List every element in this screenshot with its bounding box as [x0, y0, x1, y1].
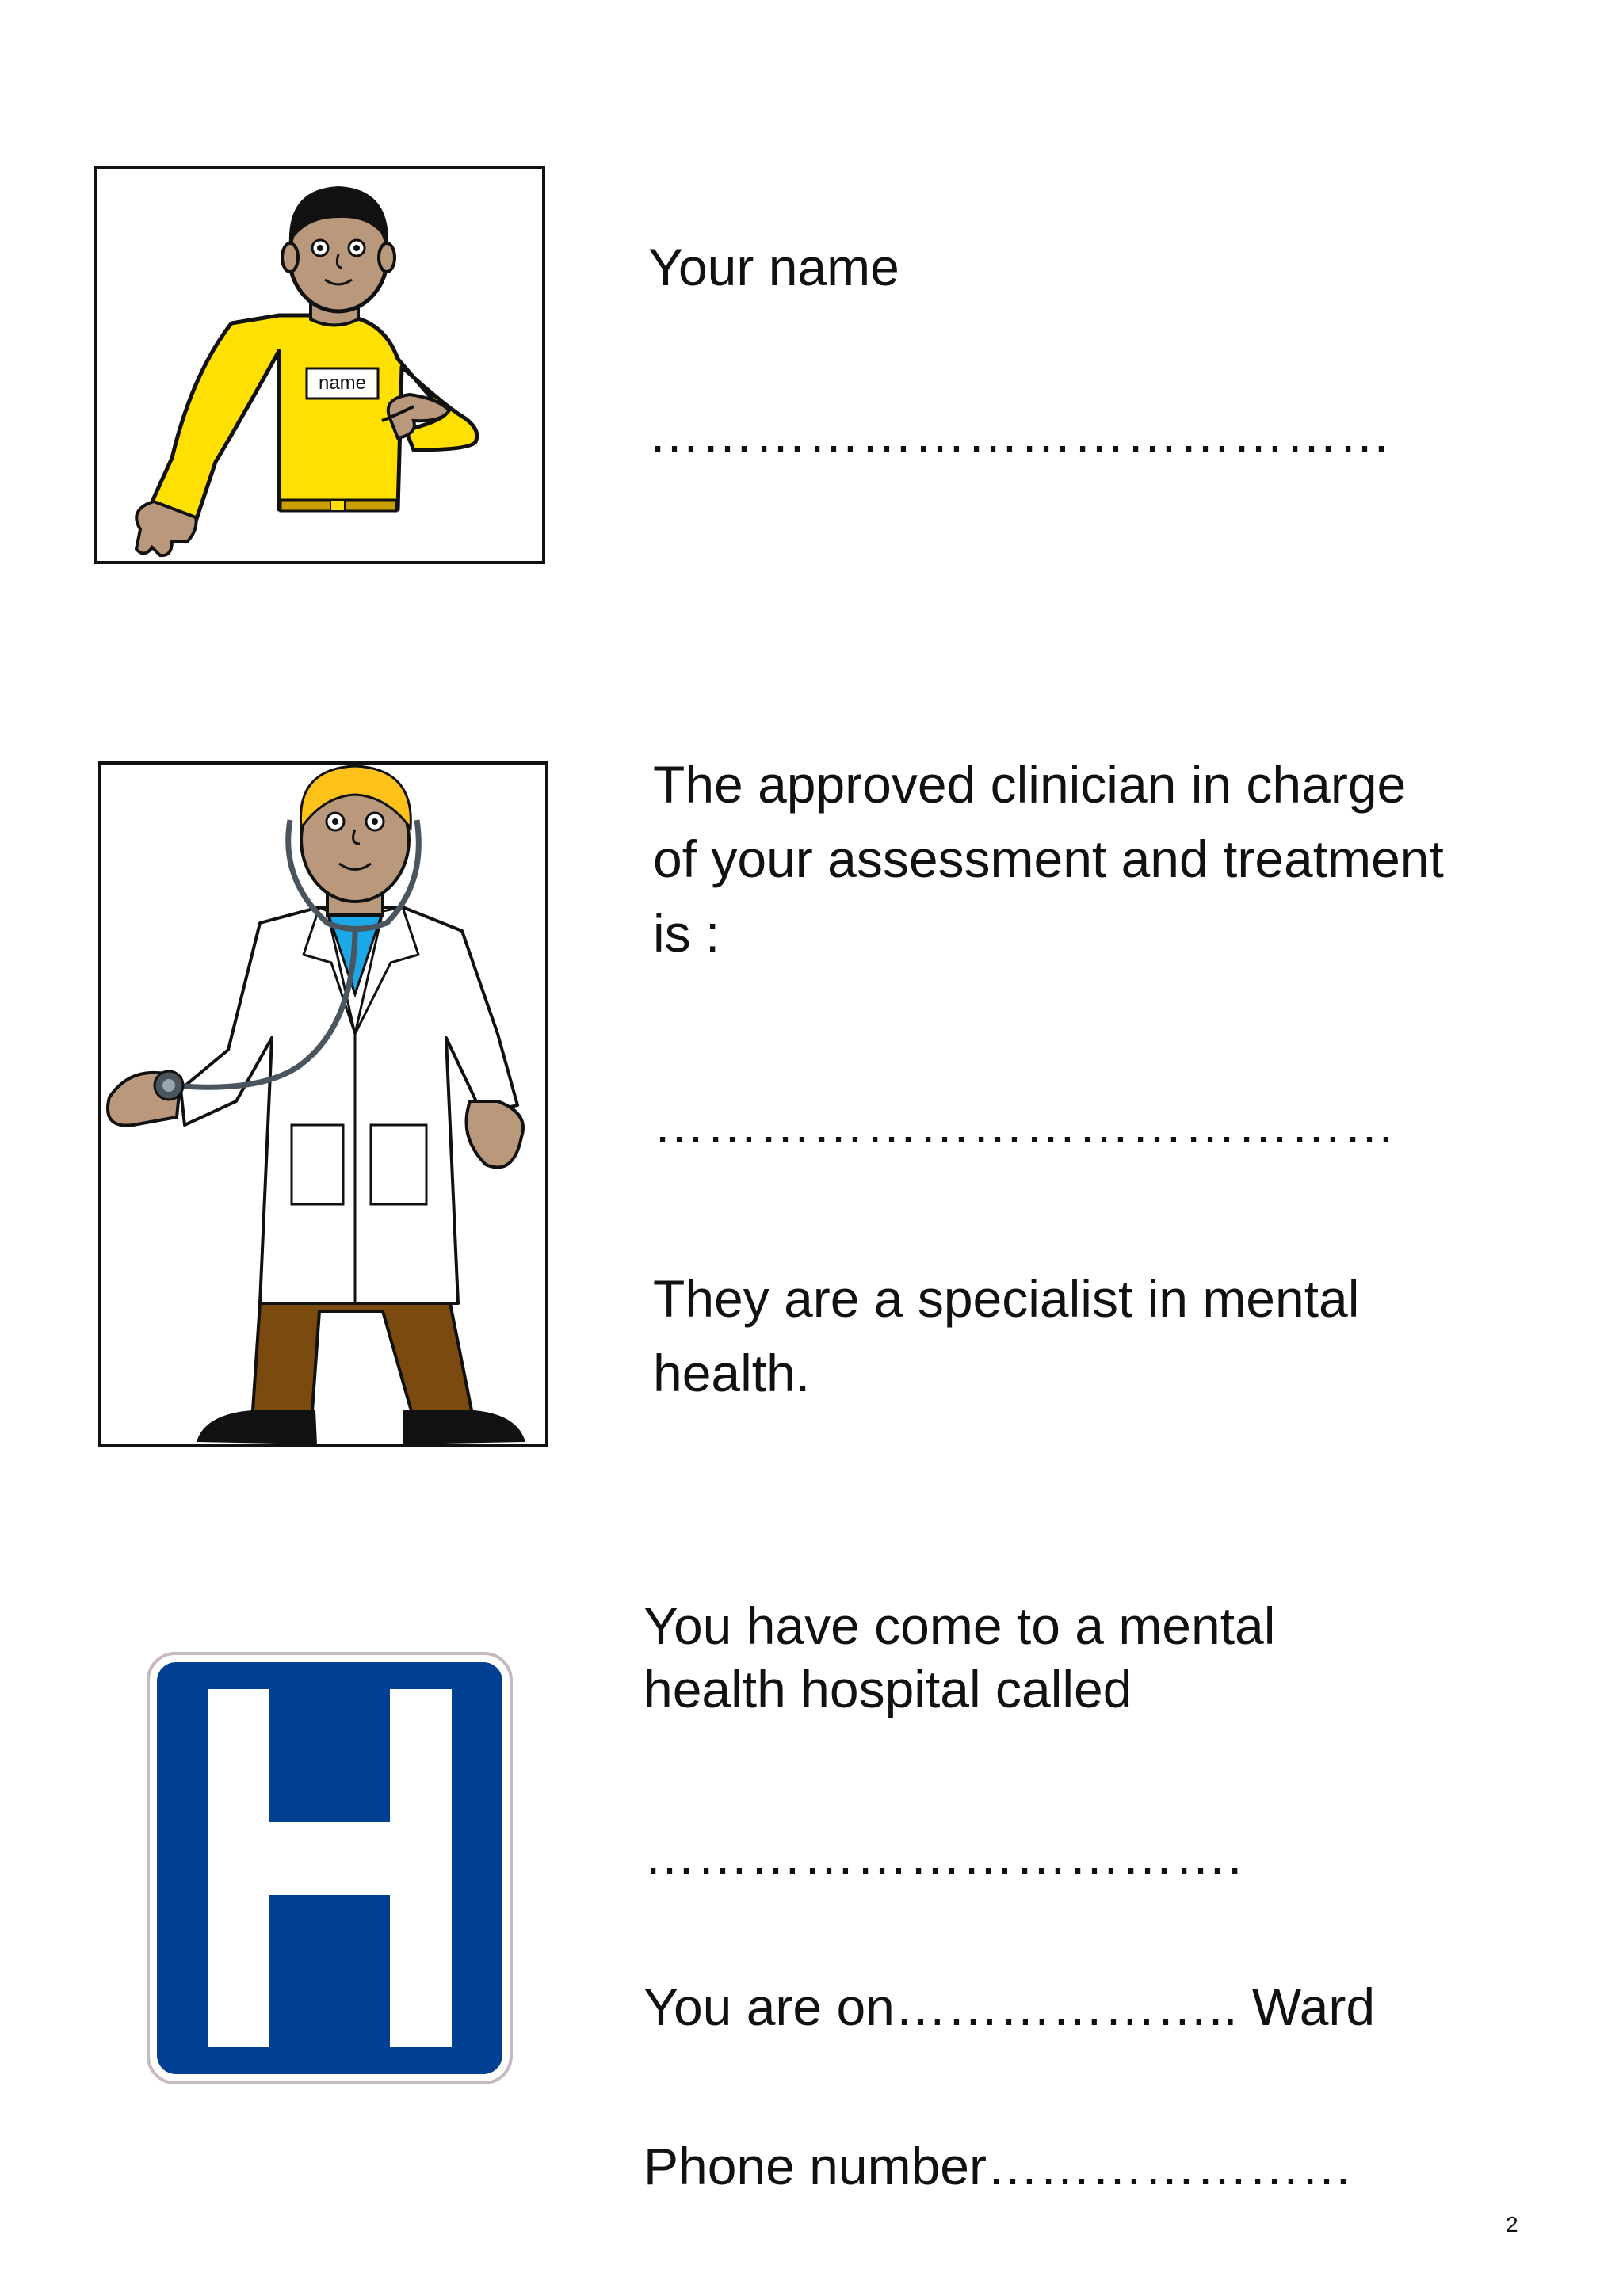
- clinician-line-1: The approved clinician in charge: [653, 755, 1407, 814]
- name-badge-text: name: [318, 372, 367, 394]
- doctor-picture: [98, 761, 548, 1447]
- clinician-line-2: of your assessment and treatment: [653, 830, 1444, 888]
- person-name-picture: [94, 166, 545, 564]
- hospital-name-blank: …………………………….: [643, 1826, 1243, 1885]
- specialist-line-1: They are a specialist in mental: [653, 1269, 1360, 1328]
- phone-number-line: Phone number…………………: [643, 2137, 1353, 2195]
- clinician-line-3: is :: [653, 904, 720, 963]
- your-name-label: Your name: [648, 238, 899, 296]
- ward-line: You are on……………….. Ward: [643, 1978, 1376, 2036]
- hospital-line-1: You have come to a mental: [643, 1596, 1276, 1655]
- person-name-badge-icon: [97, 169, 542, 561]
- page-number: 2: [1506, 2212, 1518, 2237]
- specialist-line-2: health.: [653, 1344, 811, 1402]
- your-name-blank: ……………………………………: [648, 404, 1392, 463]
- doctor-stethoscope-icon: [101, 765, 545, 1444]
- clinician-blank: ……………………………………: [653, 1095, 1396, 1154]
- hospital-sign-picture: [146, 1651, 514, 2085]
- hospital-line-2: health hospital called: [643, 1660, 1132, 1718]
- hospital-sign-icon: [146, 1651, 514, 2085]
